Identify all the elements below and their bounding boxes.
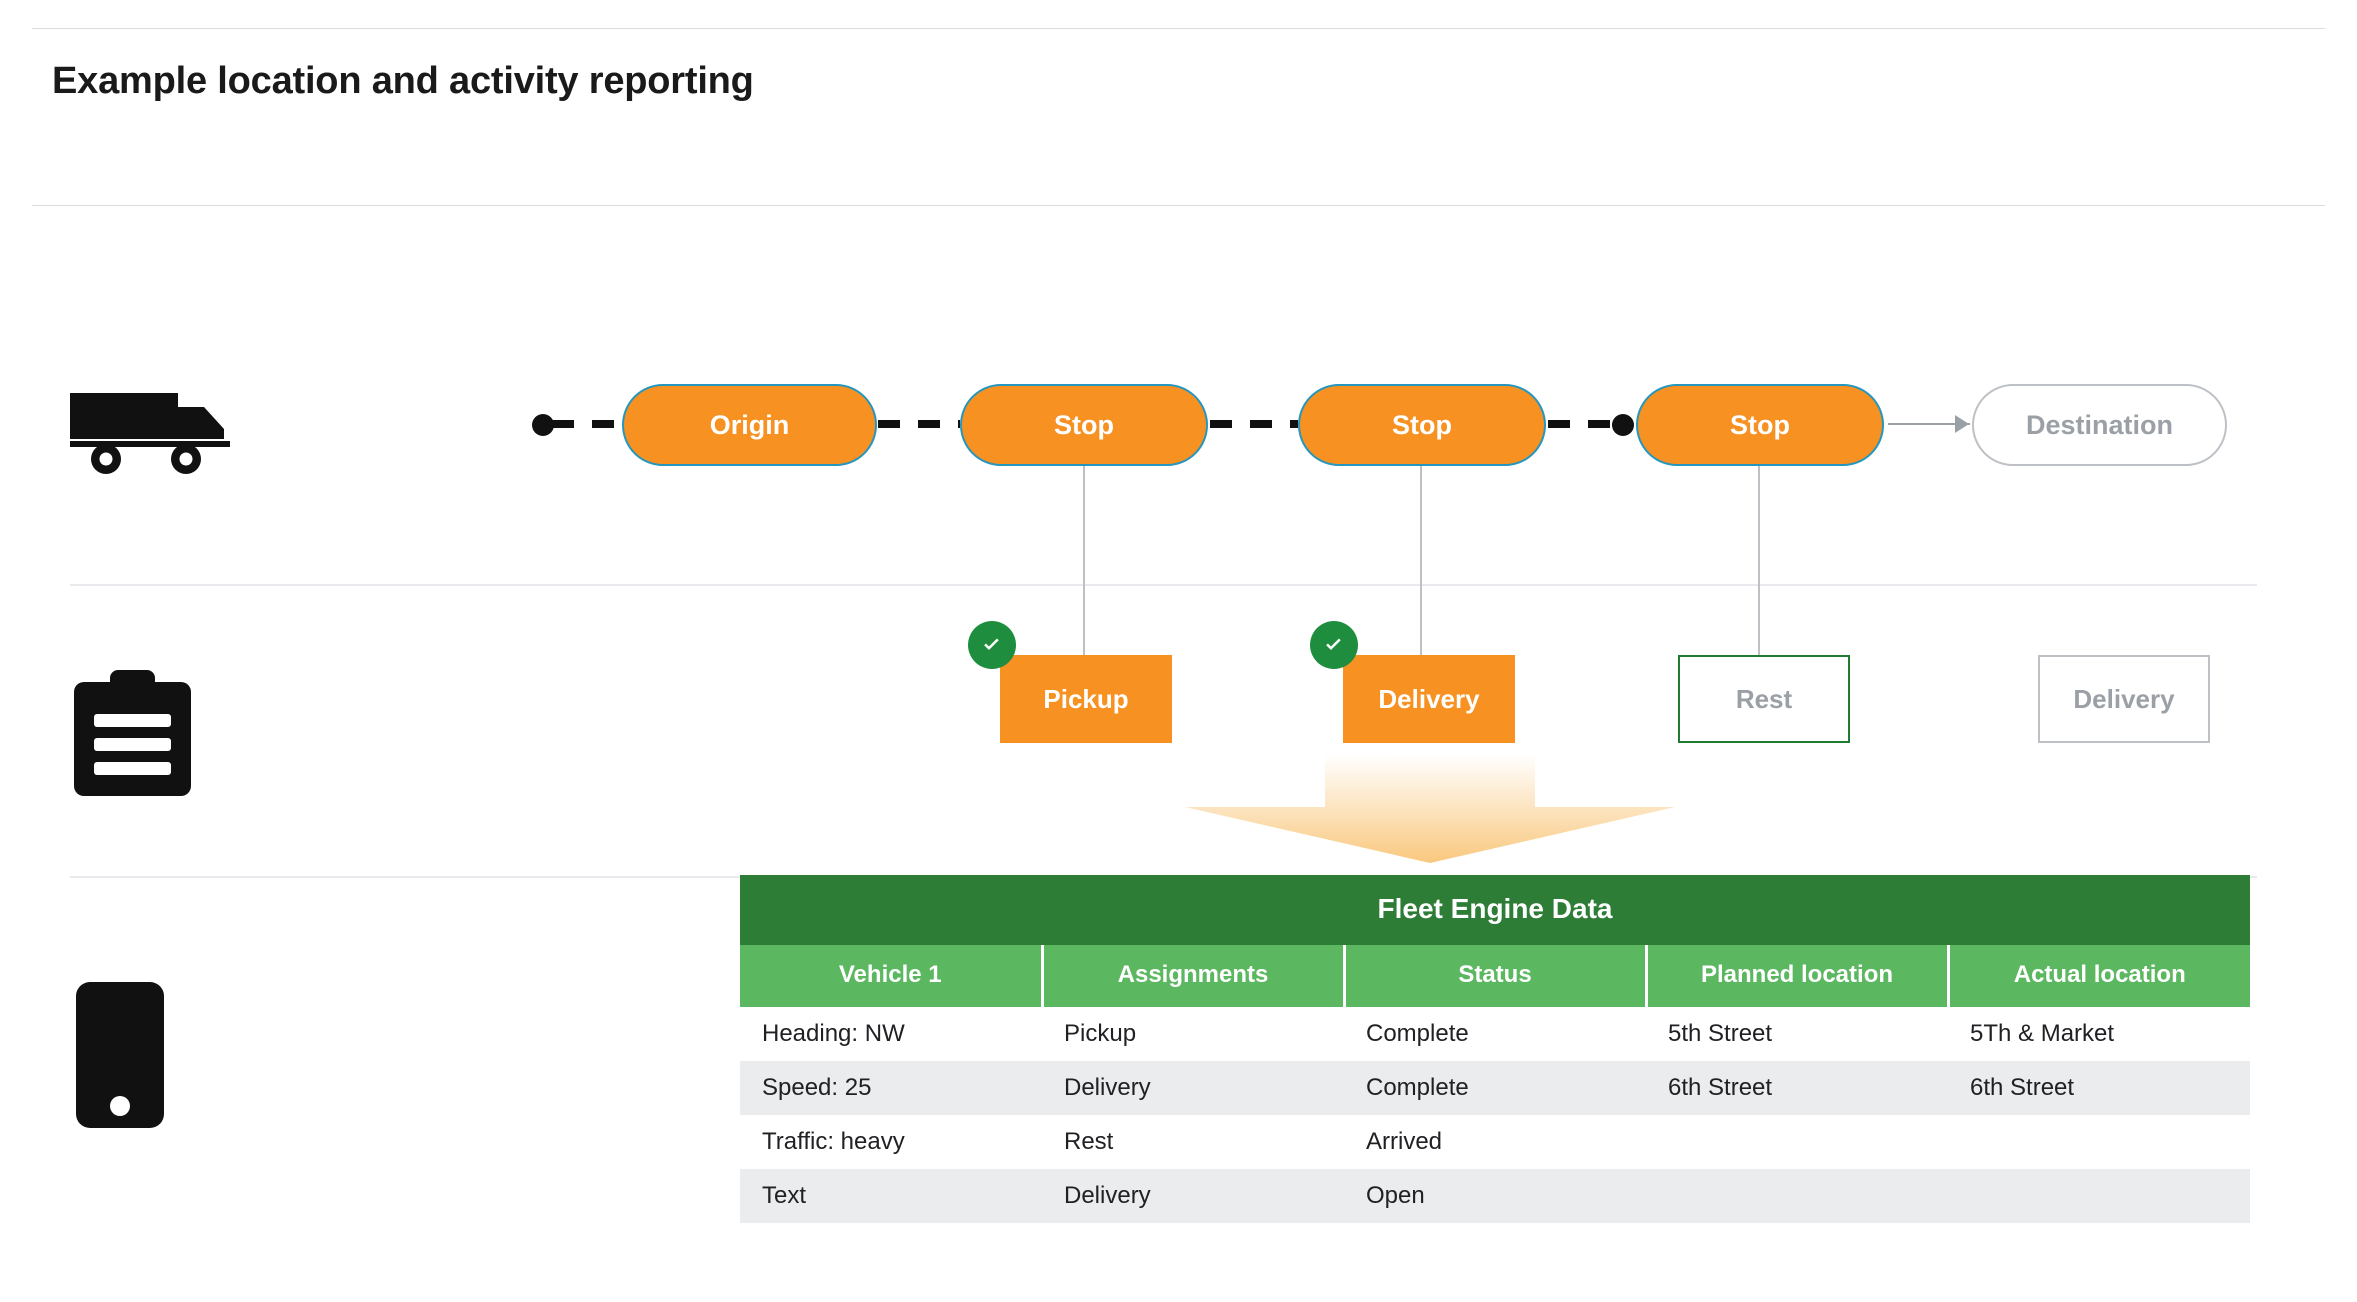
- route-segment-4: [1548, 420, 1618, 428]
- route-segment-2: [878, 420, 960, 428]
- route-node-destination[interactable]: Destination: [1972, 384, 2227, 466]
- route-node-stop-2[interactable]: Stop: [1298, 384, 1546, 466]
- header-divider: [32, 205, 2325, 206]
- arrow-down-icon: [1175, 755, 1685, 865]
- route-node-stop-1[interactable]: Stop: [960, 384, 1208, 466]
- table-cell: 5Th & Market: [1948, 1007, 2250, 1061]
- table-cell: Rest: [1042, 1115, 1344, 1169]
- table-row: [740, 1061, 2250, 1115]
- table-cell: [1646, 1115, 1948, 1169]
- route-node-origin[interactable]: Origin: [622, 384, 877, 466]
- activity-delivery[interactable]: Delivery: [1343, 655, 1515, 743]
- check-circle-icon: [1310, 621, 1358, 669]
- clipboard-icon: [70, 670, 195, 800]
- activity-rest[interactable]: Rest: [1678, 655, 1850, 743]
- table-cell: Arrived: [1344, 1115, 1646, 1169]
- route-node-stop-3[interactable]: Stop: [1636, 384, 1884, 466]
- route-segment-1: [552, 420, 624, 428]
- table-cell: [1646, 1169, 1948, 1223]
- page-title: Example location and activity reporting: [52, 60, 754, 102]
- table-cell: Speed: 25: [740, 1061, 1042, 1115]
- connector-stop2-delivery: [1420, 466, 1422, 656]
- table-cell: Pickup: [1042, 1007, 1344, 1061]
- table-cell: 6th Street: [1948, 1061, 2250, 1115]
- route-arrow-head-icon: [1955, 415, 1969, 433]
- table-row: [740, 1169, 2250, 1223]
- table-cell: 5th Street: [1646, 1007, 1948, 1061]
- table-title: Fleet Engine Data: [740, 875, 2250, 945]
- connector-stop1-pickup: [1083, 466, 1085, 656]
- table-header-planned-location: Planned location: [1646, 945, 1948, 1007]
- table-cell: Delivery: [1042, 1169, 1344, 1223]
- activity-pickup[interactable]: Pickup: [1000, 655, 1172, 743]
- table-cell: Text: [740, 1169, 1042, 1223]
- table-cell: Traffic: heavy: [740, 1115, 1042, 1169]
- table-row: [740, 1007, 2250, 1061]
- table-cell: Complete: [1344, 1007, 1646, 1061]
- table-header-assignments: Assignments: [1042, 945, 1344, 1007]
- route-segment-3: [1210, 420, 1298, 428]
- table-cell: [1948, 1169, 2250, 1223]
- table-header-status: Status: [1344, 945, 1646, 1007]
- top-divider: [32, 28, 2325, 29]
- check-circle-icon: [968, 621, 1016, 669]
- table-cell: Delivery: [1042, 1061, 1344, 1115]
- phone-icon: [70, 980, 170, 1130]
- activity-delivery-open[interactable]: Delivery: [2038, 655, 2210, 743]
- table-row: [740, 1115, 2250, 1169]
- truck-icon: [70, 385, 230, 475]
- table-header-vehicle: Vehicle 1: [740, 945, 1042, 1007]
- connector-stop3-rest: [1758, 466, 1760, 656]
- table-cell: [1948, 1115, 2250, 1169]
- table-cell: 6th Street: [1646, 1061, 1948, 1115]
- table-header-actual-location: Actual location: [1948, 945, 2250, 1007]
- table-cell: Complete: [1344, 1061, 1646, 1115]
- fleet-engine-table: [740, 875, 2250, 1223]
- route-start-dot: [532, 414, 554, 436]
- table-cell: Heading: NW: [740, 1007, 1042, 1061]
- row-divider-route: [70, 584, 2257, 586]
- table-cell: Open: [1344, 1169, 1646, 1223]
